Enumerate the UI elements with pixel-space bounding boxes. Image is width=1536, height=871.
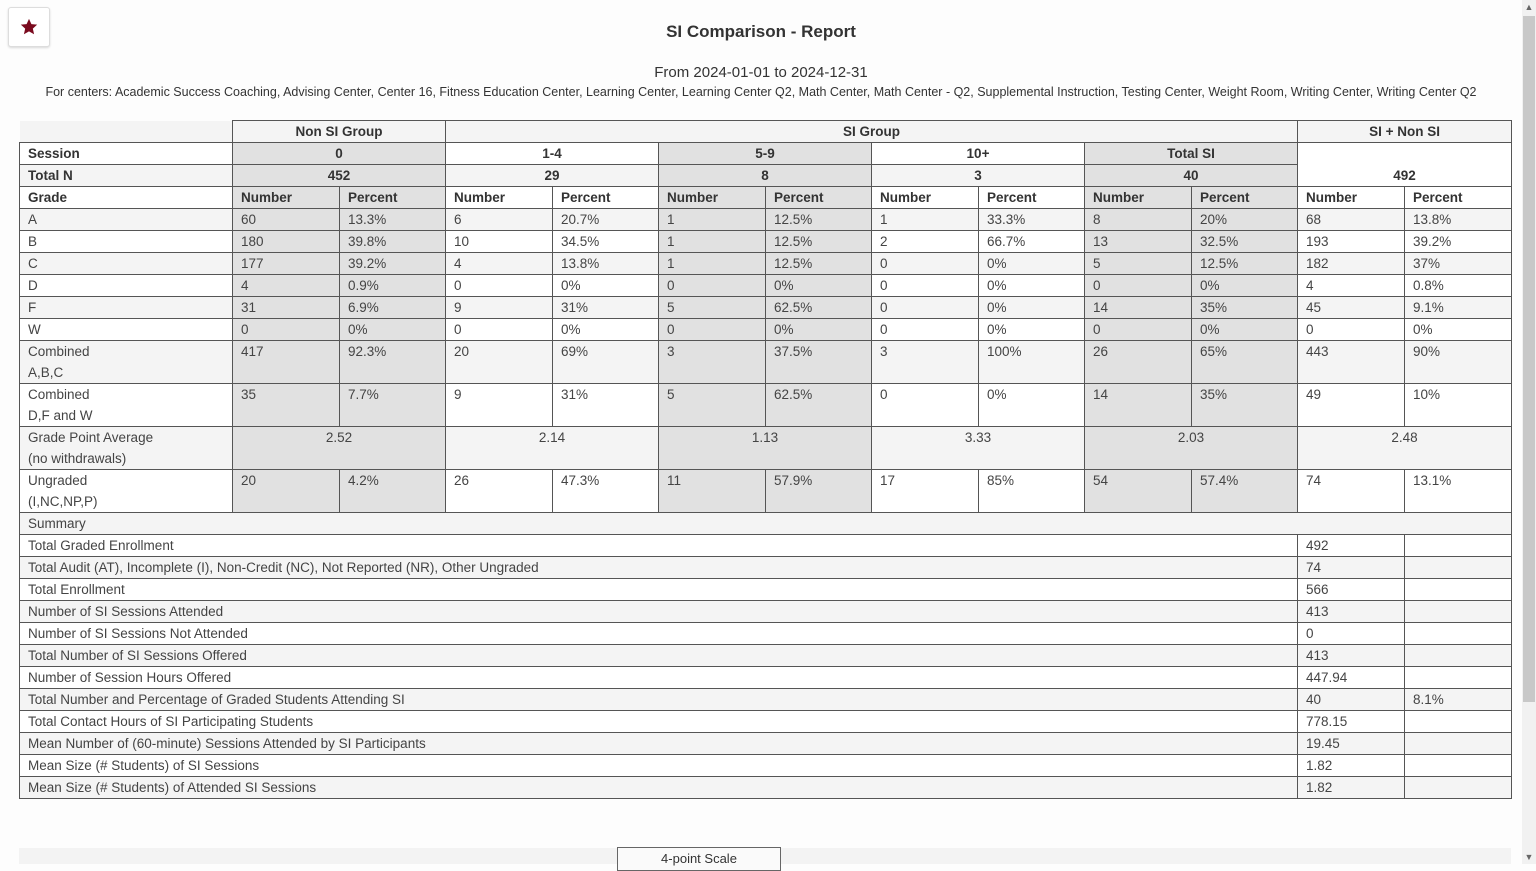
aggregate-cell: 10% — [1405, 384, 1512, 427]
summary-row — [20, 601, 1512, 623]
grade-cell: 32.5% — [1192, 231, 1298, 253]
number-header: Number — [872, 187, 979, 209]
aggregate-rows — [20, 341, 1512, 513]
grade-label: B — [20, 231, 233, 253]
grade-cell: 9.1% — [1405, 297, 1512, 319]
number-header: Number — [1085, 187, 1192, 209]
combined-dfw-row — [20, 384, 1512, 427]
summary-extra: 8.1% — [1405, 689, 1512, 711]
aggregate-cell: 26 — [1085, 341, 1192, 384]
grade-cell: 0 — [1085, 319, 1192, 341]
grade-cell: 193 — [1298, 231, 1405, 253]
summary-label: Total Number of SI Sessions Offered — [20, 645, 1298, 667]
grade-cell: 13.8% — [1405, 209, 1512, 231]
grade-cell: 39.2% — [1405, 231, 1512, 253]
ungraded-cell: 57.9% — [766, 470, 872, 513]
session-label: Session — [20, 143, 233, 165]
aggregate-cell: 62.5% — [766, 384, 872, 427]
aggregate-cell: 100% — [979, 341, 1085, 384]
ungraded-cell: 4.2% — [340, 470, 446, 513]
summary-extra — [1405, 777, 1512, 799]
grade-cell: 1 — [659, 209, 766, 231]
aggregate-cell: 31% — [553, 384, 659, 427]
grade-cell: 1 — [659, 231, 766, 253]
summary-row — [20, 557, 1512, 579]
summary-row — [20, 689, 1512, 711]
grade-cell: 0% — [1192, 319, 1298, 341]
aggregate-cell: 3 — [659, 341, 766, 384]
grade-cell: 0% — [979, 275, 1085, 297]
grade-cell: 20.7% — [553, 209, 659, 231]
grade-cell: 0% — [979, 297, 1085, 319]
grade-cell: 66.7% — [979, 231, 1085, 253]
grade-cell: 5 — [1085, 253, 1192, 275]
ungraded-cell: 11 — [659, 470, 766, 513]
gpa-cell: 1.13 — [659, 427, 872, 470]
aggregate-cell: 65% — [1192, 341, 1298, 384]
grade-cell: 0% — [553, 319, 659, 341]
grade-cell: 0 — [659, 319, 766, 341]
grade-row — [20, 253, 1512, 275]
aggregate-cell: 0 — [872, 384, 979, 427]
scroll-down-icon[interactable]: ▼ — [1524, 852, 1534, 862]
ungraded-cell: 20 — [233, 470, 340, 513]
summary-value: 566 — [1298, 579, 1405, 601]
session-value: 10+ — [872, 143, 1085, 165]
summary-row — [20, 755, 1512, 777]
all-group-header: SI + Non SI — [1298, 121, 1512, 143]
grade-cell: 35% — [1192, 297, 1298, 319]
grade-cell: 0 — [233, 319, 340, 341]
grade-cell: 12.5% — [766, 209, 872, 231]
summary-extra — [1405, 535, 1512, 557]
grade-cell: 12.5% — [766, 253, 872, 275]
aggregate-cell: 49 — [1298, 384, 1405, 427]
aggregate-cell: 3 — [872, 341, 979, 384]
summary-value: 40 — [1298, 689, 1405, 711]
grade-cell: 14 — [1085, 297, 1192, 319]
summary-label: Total Graded Enrollment — [20, 535, 1298, 557]
summary-extra — [1405, 733, 1512, 755]
si-group-header: SI Group — [446, 121, 1298, 143]
total-n-value: 8 — [659, 165, 872, 187]
group-header-row — [20, 121, 1512, 143]
grade-cell: 4 — [233, 275, 340, 297]
grade-cell: 0% — [1192, 275, 1298, 297]
grade-cell: 0 — [1298, 319, 1405, 341]
grade-cell: 9 — [446, 297, 553, 319]
aggregate-cell: 0% — [979, 384, 1085, 427]
total-n-label: Total N — [20, 165, 233, 187]
grade-cell: 0 — [1085, 275, 1192, 297]
gpa-cell: 2.03 — [1085, 427, 1298, 470]
aggregate-cell: 92.3% — [340, 341, 446, 384]
grade-cell: 31 — [233, 297, 340, 319]
aggregate-cell: 90% — [1405, 341, 1512, 384]
row-label: Grade Point Average (no withdrawals) — [20, 427, 233, 470]
summary-row — [20, 645, 1512, 667]
grade-cell: 13.8% — [553, 253, 659, 275]
grade-cell: 6 — [446, 209, 553, 231]
summary-row — [20, 535, 1512, 557]
grade-label: Grade — [20, 187, 233, 209]
aggregate-cell: 20 — [446, 341, 553, 384]
grade-cell: 13 — [1085, 231, 1192, 253]
summary-value: 19.45 — [1298, 733, 1405, 755]
summary-row — [20, 777, 1512, 799]
session-value: Total SI — [1085, 143, 1298, 165]
summary-extra — [1405, 623, 1512, 645]
summary-extra — [1405, 645, 1512, 667]
column-header-row — [20, 187, 1512, 209]
grade-label: F — [20, 297, 233, 319]
combined-abc-row — [20, 341, 1512, 384]
grade-cell: 12.5% — [766, 231, 872, 253]
number-header: Number — [1298, 187, 1405, 209]
grade-cell: 1 — [659, 253, 766, 275]
grade-cell: 0% — [979, 319, 1085, 341]
grade-cell: 0.8% — [1405, 275, 1512, 297]
total-n-row — [20, 165, 1512, 187]
grade-label: W — [20, 319, 233, 341]
summary-row — [20, 579, 1512, 601]
summary-extra — [1405, 601, 1512, 623]
ungraded-cell: 26 — [446, 470, 553, 513]
grade-cell: 45 — [1298, 297, 1405, 319]
ungraded-cell: 57.4% — [1192, 470, 1298, 513]
aggregate-cell: 35% — [1192, 384, 1298, 427]
percent-header: Percent — [766, 187, 872, 209]
percent-header: Percent — [340, 187, 446, 209]
grade-cell: 180 — [233, 231, 340, 253]
grade-cell: 1 — [872, 209, 979, 231]
summary-value: 74 — [1298, 557, 1405, 579]
grade-cell: 12.5% — [1192, 253, 1298, 275]
4-point-scale-button[interactable]: 4-point Scale — [617, 847, 781, 871]
grade-cell: 0% — [766, 275, 872, 297]
summary-value: 492 — [1298, 535, 1405, 557]
summary-row — [20, 667, 1512, 689]
total-n-value: 3 — [872, 165, 1085, 187]
percent-header: Percent — [1405, 187, 1512, 209]
grade-cell: 10 — [446, 231, 553, 253]
grade-cell: 0 — [659, 275, 766, 297]
summary-label: Number of Session Hours Offered — [20, 667, 1298, 689]
date-range: From 2024-01-01 to 2024-12-31 — [654, 64, 868, 81]
summary-label: Mean Size (# Students) of SI Sessions — [20, 755, 1298, 777]
grade-cell: 6.9% — [340, 297, 446, 319]
grade-cell: 39.8% — [340, 231, 446, 253]
grade-row — [20, 275, 1512, 297]
aggregate-cell: 443 — [1298, 341, 1405, 384]
ungraded-cell: 54 — [1085, 470, 1192, 513]
summary-value: 1.82 — [1298, 777, 1405, 799]
summary-value: 1.82 — [1298, 755, 1405, 777]
grade-cell: 4 — [1298, 275, 1405, 297]
grade-row — [20, 231, 1512, 253]
aggregate-cell: 35 — [233, 384, 340, 427]
grade-cell: 39.2% — [340, 253, 446, 275]
session-row — [20, 143, 1512, 165]
row-label: Combined D,F and W — [20, 384, 233, 427]
aggregate-cell: 9 — [446, 384, 553, 427]
summary-row — [20, 733, 1512, 755]
ungraded-cell: 47.3% — [553, 470, 659, 513]
summary-row — [20, 623, 1512, 645]
total-n-value: 29 — [446, 165, 659, 187]
gpa-cell: 2.52 — [233, 427, 446, 470]
summary-extra — [1405, 667, 1512, 689]
summary-extra — [1405, 711, 1512, 733]
grade-row — [20, 297, 1512, 319]
percent-header: Percent — [979, 187, 1085, 209]
summary-value: 413 — [1298, 645, 1405, 667]
row-label: Combined A,B,C — [20, 341, 233, 384]
grade-cell: 0 — [872, 297, 979, 319]
grade-cell: 0.9% — [340, 275, 446, 297]
summary-label: Total Audit (AT), Incomplete (I), Non-Credit (NC), Not Reported (NR), Other Ungraded — [20, 557, 1298, 579]
vertical-scrollbar[interactable] — [1522, 0, 1536, 864]
ungraded-cell: 85% — [979, 470, 1085, 513]
page-title: SI Comparison - Report — [666, 22, 856, 41]
grade-cell: 5 — [659, 297, 766, 319]
number-header: Number — [233, 187, 340, 209]
grade-cell: 0 — [446, 319, 553, 341]
total-n-value: 452 — [233, 165, 446, 187]
grade-label: C — [20, 253, 233, 275]
grade-cell: 68 — [1298, 209, 1405, 231]
summary-label: Mean Number of (60-minute) Sessions Attended by SI Participants — [20, 733, 1298, 755]
grade-cell: 60 — [233, 209, 340, 231]
centers-list: For centers: Academic Success Coaching, Advising Center, Center 16, Fitness Education Center, Learning Center, Learning Center Q2, Math Center, Math Center - Q2, Supplemental Instruction, Testing Center, Weight Room, Writing Center, Writing Center Q2 — [45, 85, 1477, 99]
summary-label: Number of SI Sessions Not Attended — [20, 623, 1298, 645]
summary-value: 413 — [1298, 601, 1405, 623]
summary-header-row — [20, 513, 1512, 535]
grade-cell: 13.3% — [340, 209, 446, 231]
summary-value: 447.94 — [1298, 667, 1405, 689]
summary-rows — [20, 535, 1512, 799]
comparison-table — [19, 120, 1512, 799]
summary-extra — [1405, 755, 1512, 777]
scroll-up-icon[interactable]: ▲ — [1524, 2, 1534, 12]
grade-cell: 177 — [233, 253, 340, 275]
grade-cell: 0 — [872, 253, 979, 275]
session-value: 1-4 — [446, 143, 659, 165]
grade-cell: 20% — [1192, 209, 1298, 231]
aggregate-cell: 7.7% — [340, 384, 446, 427]
session-value: 5-9 — [659, 143, 872, 165]
grade-cell: 2 — [872, 231, 979, 253]
aggregate-cell: 417 — [233, 341, 340, 384]
non-si-group-header: Non SI Group — [233, 121, 446, 143]
grade-cell: 0% — [979, 253, 1085, 275]
gpa-cell: 3.33 — [872, 427, 1085, 470]
total-n-value: 40 — [1085, 165, 1298, 187]
summary-title: Summary — [20, 513, 1512, 535]
summary-label: Total Enrollment — [20, 579, 1298, 601]
percent-header: Percent — [553, 187, 659, 209]
session-value: 0 — [233, 143, 446, 165]
grade-row — [20, 319, 1512, 341]
number-header: Number — [659, 187, 766, 209]
gpa-cell: 2.48 — [1298, 427, 1512, 470]
gpa-cell: 2.14 — [446, 427, 659, 470]
grade-row — [20, 209, 1512, 231]
aggregate-cell: 14 — [1085, 384, 1192, 427]
summary-value: 0 — [1298, 623, 1405, 645]
grade-cell: 31% — [553, 297, 659, 319]
grade-cell: 0 — [446, 275, 553, 297]
grade-cell: 34.5% — [553, 231, 659, 253]
summary-value: 778.15 — [1298, 711, 1405, 733]
grade-cell: 4 — [446, 253, 553, 275]
ungraded-cell: 13.1% — [1405, 470, 1512, 513]
grade-cell: 8 — [1085, 209, 1192, 231]
percent-header: Percent — [1192, 187, 1298, 209]
grade-cell: 37% — [1405, 253, 1512, 275]
grade-cell: 0 — [872, 275, 979, 297]
grade-cell: 0% — [340, 319, 446, 341]
scrollbar-thumb[interactable] — [1523, 16, 1535, 702]
row-label: Ungraded (I,NC,NP,P) — [20, 470, 233, 513]
gpa-row — [20, 427, 1512, 470]
grade-cell: 0 — [872, 319, 979, 341]
summary-row — [20, 711, 1512, 733]
summary-extra — [1405, 557, 1512, 579]
grade-cell: 182 — [1298, 253, 1405, 275]
summary-extra — [1405, 579, 1512, 601]
summary-label: Total Contact Hours of SI Participating Students — [20, 711, 1298, 733]
number-header: Number — [446, 187, 553, 209]
aggregate-cell: 37.5% — [766, 341, 872, 384]
ungraded-row — [20, 470, 1512, 513]
grade-rows — [20, 209, 1512, 341]
grade-cell: 62.5% — [766, 297, 872, 319]
summary-label: Total Number and Percentage of Graded Students Attending SI — [20, 689, 1298, 711]
grade-cell: 0% — [1405, 319, 1512, 341]
aggregate-cell: 69% — [553, 341, 659, 384]
grade-cell: 33.3% — [979, 209, 1085, 231]
summary-label: Mean Size (# Students) of Attended SI Sessions — [20, 777, 1298, 799]
grade-cell: 0% — [766, 319, 872, 341]
total-n-value: 492 — [1298, 143, 1512, 187]
ungraded-cell: 74 — [1298, 470, 1405, 513]
summary-label: Number of SI Sessions Attended — [20, 601, 1298, 623]
grade-label: A — [20, 209, 233, 231]
grade-cell: 0% — [553, 275, 659, 297]
aggregate-cell: 5 — [659, 384, 766, 427]
grade-label: D — [20, 275, 233, 297]
ungraded-cell: 17 — [872, 470, 979, 513]
